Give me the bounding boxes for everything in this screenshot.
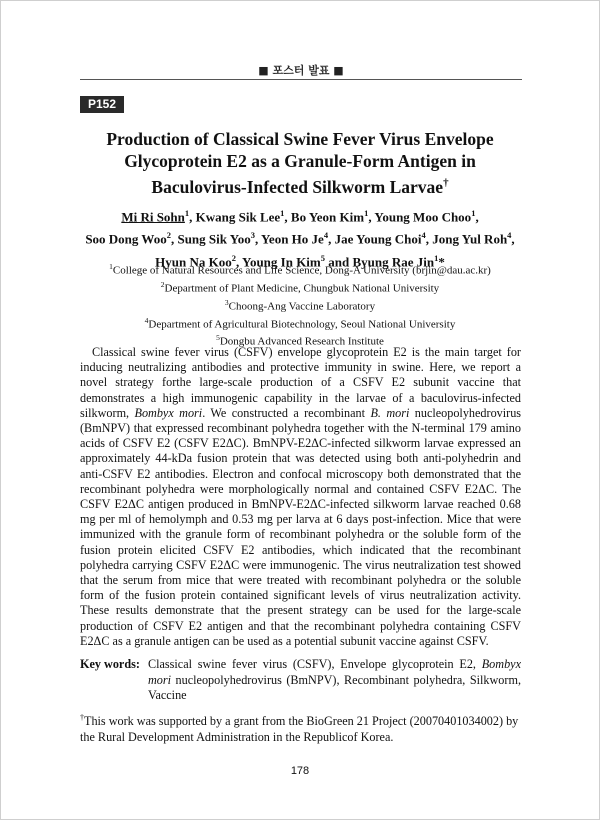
author-sep: and: [325, 253, 353, 269]
affiliation-number: 1: [109, 262, 113, 271]
keywords-section: [80, 657, 521, 704]
affiliation-item: [72, 296, 528, 314]
abstract-species-name: B. mori: [370, 405, 410, 420]
author-affil: 1: [364, 208, 369, 218]
keywords-species-name: Bombyx mori: [148, 657, 521, 687]
author-sep: ,: [235, 253, 242, 269]
author-sep: ,: [475, 209, 479, 225]
author-name: Byung Rae Jin: [352, 253, 435, 269]
affiliation-number: 4: [144, 315, 149, 325]
author-sep: ,: [511, 231, 515, 247]
affiliation-item: [72, 314, 528, 332]
author-name: Jae Young Choi: [334, 231, 422, 247]
funding-footnote: [80, 710, 521, 745]
section-header-label: ■ 포스터 발표 ■: [258, 64, 344, 77]
author-affil: 5: [320, 252, 325, 263]
author-line-1: [72, 204, 528, 226]
author-sep: ,: [425, 231, 433, 247]
affiliation-item: [72, 260, 528, 278]
paper-title: [60, 128, 540, 198]
author-affil: 1: [280, 208, 285, 218]
author-affil: 3: [250, 230, 255, 241]
author-affil: 1: [434, 252, 439, 263]
corresponding-mark: *: [438, 253, 445, 269]
affiliation-number: 2: [160, 279, 165, 289]
author-affil: 2: [166, 230, 171, 241]
abstract-text: Classical swine fever virus (CSFV) envelope glycoprotein E2 is the main target for inducing neutralizing antibodies and protective immunity in swine. Here, we report a novel strategy forthe large-scale production of a CSFV E2 subunit vaccine that demonstrates a high immunogenic capability in the larvae of a baculovirus-infected silkworm,: [80, 345, 521, 420]
title-dagger: †: [443, 177, 449, 189]
title-line-3: [60, 172, 540, 198]
author-affil: 1: [471, 208, 476, 218]
author-name: Jong Yul Roh: [432, 231, 508, 247]
affiliation-text: College of Natural Resources and Life Science, Dong-A University (brjin@dau.ac.kr): [112, 264, 491, 277]
author-sep: ,: [284, 209, 291, 225]
author-name: Kwang Sik Lee: [195, 209, 281, 225]
affiliation-item: [72, 278, 528, 296]
author-sep: ,: [254, 231, 261, 247]
author-name: Yeon Ho Je: [260, 231, 324, 247]
page-number: 178: [290, 765, 310, 777]
author-name: Young In Kim: [242, 253, 321, 269]
author-affil: 4: [323, 230, 329, 241]
author-name: Hyun Na Koo: [155, 253, 232, 269]
keywords-body: [148, 657, 521, 704]
keywords-text: nucleopolyhedrovirus (BmNPV), Recombinant polyhedra, Silkworm, Vaccine: [148, 672, 521, 703]
title-line-2: Glycoprotein E2 as a Granule-Form Antigen in: [124, 151, 476, 171]
affiliation-text: Dongbu Advanced Research Institute: [219, 336, 384, 349]
author-sep: ,: [368, 209, 375, 225]
author-line-2: [72, 226, 528, 248]
author-name: Sung Sik Yoo: [177, 231, 251, 247]
poster-id-badge: P152: [80, 96, 124, 113]
affiliation-text: Department of Plant Medicine, Chungbuk National University: [164, 282, 440, 295]
title-line-3-text: Baculovirus-Infected Silkworm Larvae: [151, 176, 444, 197]
author-name: Young Moo Choo: [374, 209, 472, 225]
abstract-species-name: Bombyx mori: [134, 405, 203, 420]
section-header: [80, 60, 522, 80]
author-sep: ,: [170, 231, 178, 247]
affiliation-number: 3: [224, 297, 229, 307]
author-affil: 4: [507, 230, 512, 241]
footnote-dagger: †: [80, 713, 84, 722]
author-affil: 2: [231, 252, 236, 263]
abstract-text: . We constructed a recombinant: [202, 405, 371, 420]
affiliation-list: [72, 260, 528, 349]
author-name: Soo Dong Woo: [85, 231, 167, 247]
footnote-text: This work was supported by a grant from the BioGreen 21 Project (20070401034002) by the Rural Development Administration in the Republicof Korea.: [80, 714, 519, 745]
author-sep: ,: [328, 231, 335, 247]
author-affil: 4: [421, 230, 426, 241]
author-name: Mi Ri Sohn: [121, 209, 185, 225]
affiliation-text: Choong-Ang Vaccine Laboratory: [228, 300, 376, 313]
keywords-label: Key words:: [80, 657, 140, 671]
author-name: Bo Yeon Kim: [290, 209, 365, 225]
affiliation-text: Department of Agricultural Biotechnology, Seoul National University: [148, 318, 456, 331]
abstract-body: [80, 345, 521, 649]
keywords-text: Classical swine fever virus (CSFV), Envelope glycoprotein E2,: [148, 657, 482, 671]
title-line-1: Production of Classical Swine Fever Virus Envelope: [106, 129, 494, 149]
author-sep: ,: [189, 209, 196, 225]
abstract-text: nucleopolyhedrovirus (BmNPV) that expressed recombinant polyhedra together with the N-terminal 179 amino acids of CSFV E2 (CSFV E2ΔC). BmNPV-E2ΔC-infected silkworm larvae expressed an approximately 44-kDa fusion protein that was detected using both anti-polyhedrin and anti-CSFV E2 antibodies. Electron and confocal microscopy both demonstrated that the recombinant polyhedra were morphologically normal and contained CSFV E2ΔC. The CSFV E2ΔC antigen produced in BmNPV-E2ΔC-infected silkworm larvae reached 0.68 mg per ml of hemolymph and 0.53 mg per larva at 6 days post-infection. Mice that were immunized with the granule form of recombinant polyhedra or the soluble form of the fusion protein elicited CSFV E2 antibodies, which indicated that the recombinant polyhedra carrying CSFV E2ΔC were immunogenic. The virus neutralization test showed that the serum from mice that were treated with recombinant polyhedra or the soluble form of the fusion protein contained significant levels of virus neutralization activity. These results demonstrate that the present strategy can be used for the large-scale production of CSFV E2 antigen and that the recombinant polyhedra containing CSFV E2ΔC as a granule antigen can be used as a potential subunit vaccine against CSFV.: [80, 405, 522, 648]
author-affil: 1: [184, 208, 190, 218]
affiliation-number: 5: [216, 333, 220, 343]
